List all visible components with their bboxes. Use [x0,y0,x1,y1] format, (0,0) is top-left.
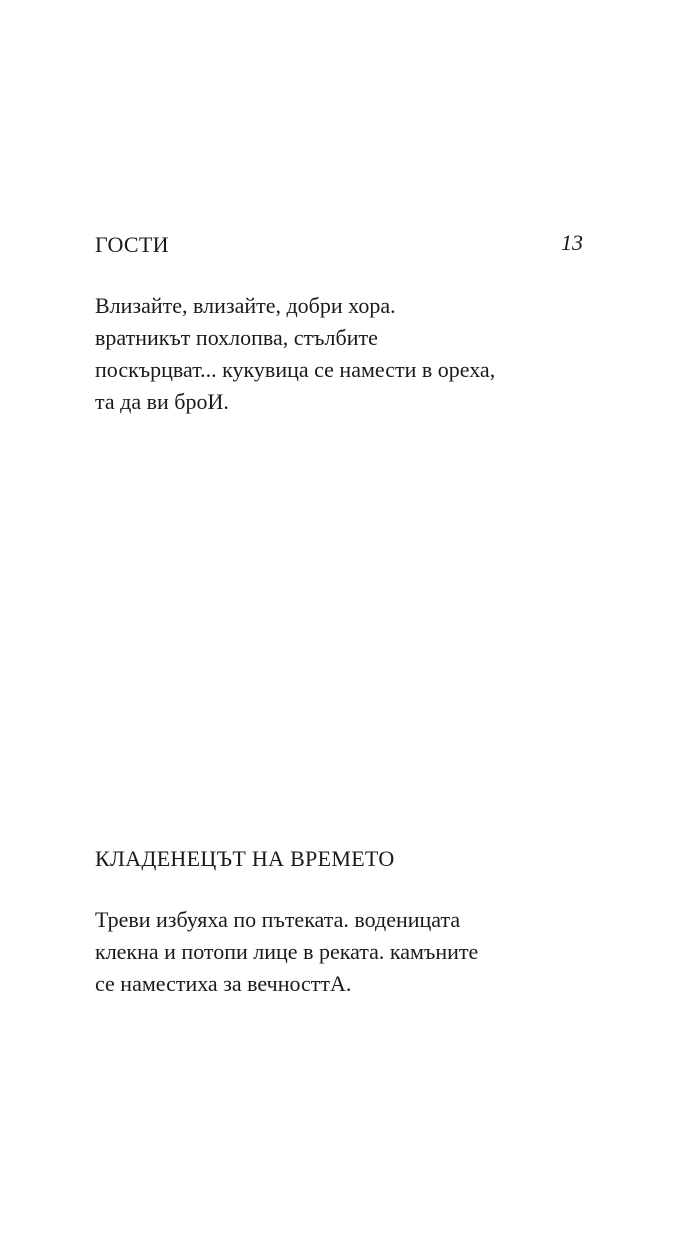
poem-body [95,904,595,1000]
poem-line: клекна и потопи лице в реката. камъните [95,939,479,964]
poem-line: та да ви броИ. [95,389,229,414]
poem-body [95,290,595,418]
page-number: 13 [561,230,583,255]
poem-title: ГОСТИ [95,232,169,257]
poem-line: вратникът похлопва, стълбите [95,325,378,350]
poem-line: Треви избуяха по пътеката. воденицата [95,907,461,932]
poem-gosti [95,230,595,418]
poem-line: поскърцват... кукувица се намести в ореха, [95,357,496,382]
poem-kladenetsat [95,848,595,1000]
poem-line: Влизайте, влизайте, добри хора. [95,293,396,318]
poem-line: се наместиха за вечносттА. [95,971,352,996]
poem-title: КЛАДЕНЕЦЪТ НА ВРЕМЕТО [95,846,395,871]
